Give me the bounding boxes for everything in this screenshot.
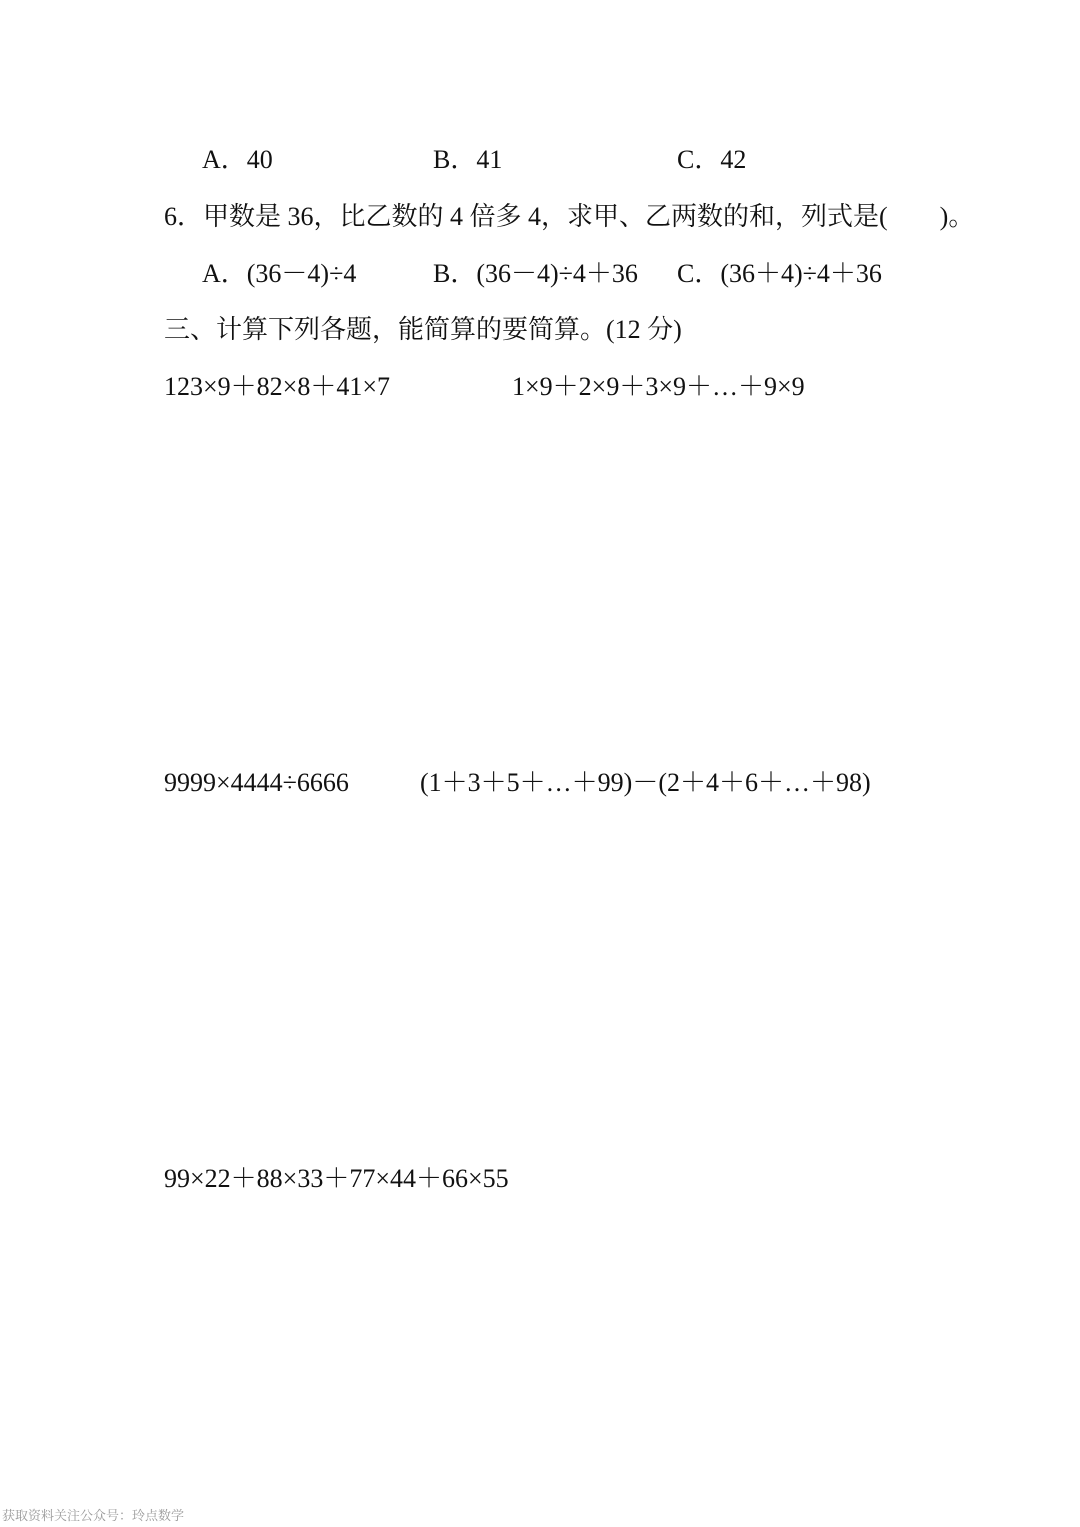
q5-option-b: B．41 <box>433 145 503 174</box>
calc-problem-2: 1×9＋2×9＋3×9＋…＋9×9 <box>512 372 805 401</box>
calc-problem-4: (1＋3＋5＋…＋99)－(2＋4＋6＋…＋98) <box>420 768 871 797</box>
question-6-stem: 6．甲数是 36，比乙数的 4 倍多 4，求甲、乙两数的和，列式是( )。 <box>164 202 975 231</box>
q6-option-a: A．(36－4)÷4 <box>202 259 357 288</box>
q6-option-b: B．(36－4)÷4＋36 <box>433 259 638 288</box>
section-3-title: 三、计算下列各题，能简算的要简算。(12 分) <box>164 315 682 344</box>
footer-watermark: 获取资料关注公众号：玲点数学 <box>2 1509 185 1524</box>
calc-problem-5: 99×22＋88×33＋77×44＋66×55 <box>164 1164 509 1193</box>
calc-problem-3: 9999×4444÷6666 <box>164 768 349 797</box>
q5-option-c: C．42 <box>677 145 747 174</box>
q5-option-a: A．40 <box>202 145 273 174</box>
calc-problem-1: 123×9＋82×8＋41×7 <box>164 372 390 401</box>
q6-option-c: C．(36＋4)÷4＋36 <box>677 259 882 288</box>
